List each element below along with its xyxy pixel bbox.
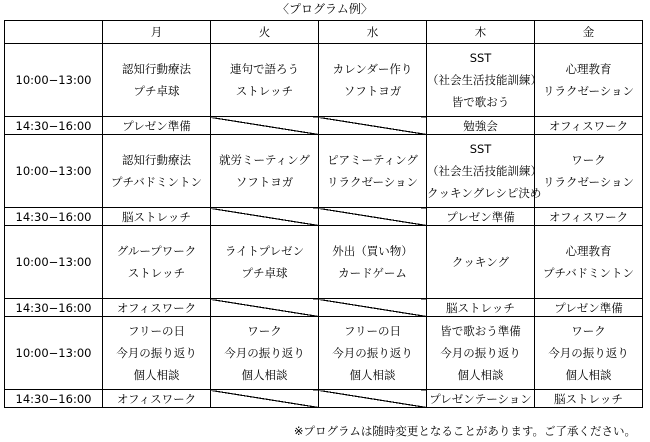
program-item: 認知行動療法 bbox=[122, 62, 191, 76]
schedule-row-morning bbox=[5, 44, 643, 117]
schedule-body bbox=[5, 44, 643, 408]
program-item: 外出（買い物） bbox=[332, 244, 413, 258]
program-cell-fri: プレゼン準備 bbox=[535, 299, 643, 317]
time-cell: 10:00−13:00 bbox=[5, 135, 103, 208]
program-item: 認知行動療法 bbox=[122, 153, 191, 167]
header-day-wed: 水 bbox=[319, 21, 427, 44]
program-cell-mon bbox=[103, 135, 211, 208]
program-item: クッキングレシピ決め bbox=[427, 186, 542, 200]
program-item: （社会生活技能訓練） bbox=[427, 73, 542, 87]
program-item: ストレッチ bbox=[127, 266, 186, 280]
program-item: 今月の振り返り bbox=[224, 346, 305, 360]
program-item: 心理教育 bbox=[565, 244, 612, 258]
program-item: プチバドミントン bbox=[110, 175, 203, 189]
program-item: リラクゼーション bbox=[326, 175, 419, 189]
header-day-thu: 木 bbox=[427, 21, 535, 44]
program-cell-thu: プレゼン準備 bbox=[427, 208, 535, 226]
no-program-cell-tue bbox=[211, 299, 319, 317]
program-cell-thu bbox=[427, 44, 542, 117]
header-row bbox=[5, 21, 643, 44]
program-cell-fri bbox=[535, 135, 643, 208]
schedule-row-afternoon bbox=[5, 390, 643, 408]
schedule-row-morning bbox=[5, 226, 643, 299]
program-cell-mon: 脳ストレッチ bbox=[103, 208, 211, 226]
program-item: クッキング bbox=[451, 255, 510, 269]
schedule-row-afternoon bbox=[5, 117, 643, 135]
time-cell: 14:30−16:00 bbox=[5, 208, 103, 226]
schedule-row-afternoon bbox=[5, 208, 643, 226]
program-item: グループワーク bbox=[116, 244, 197, 258]
program-item: ストレッチ bbox=[235, 84, 294, 98]
time-cell: 10:00−13:00 bbox=[5, 317, 103, 390]
program-item: 個人相談 bbox=[349, 368, 396, 382]
program-item: リラクゼーション bbox=[542, 175, 635, 189]
program-item: 今月の振り返り bbox=[548, 346, 629, 360]
program-item: 心理教育 bbox=[565, 62, 612, 76]
time-cell: 14:30−16:00 bbox=[5, 117, 103, 135]
program-item: ワーク bbox=[247, 324, 282, 338]
program-item: フリーの日 bbox=[343, 324, 402, 338]
schedule-row-afternoon bbox=[5, 299, 643, 317]
program-item: プチ卓球 bbox=[241, 266, 288, 280]
program-item: 今月の振り返り bbox=[332, 346, 413, 360]
program-item: SST bbox=[469, 51, 492, 65]
no-program-cell-wed bbox=[319, 299, 427, 317]
header-day-tue: 火 bbox=[211, 21, 319, 44]
page-title: 〈プログラム例〉 bbox=[277, 2, 373, 16]
program-item: 個人相談 bbox=[565, 368, 612, 382]
time-cell: 14:30−16:00 bbox=[5, 390, 103, 408]
program-item: ソフトヨガ bbox=[235, 175, 294, 189]
no-program-cell-wed bbox=[319, 208, 427, 226]
program-schedule-table bbox=[4, 20, 643, 408]
program-cell-fri bbox=[535, 44, 643, 117]
program-cell-tue bbox=[211, 44, 319, 117]
no-program-cell-wed bbox=[319, 390, 427, 408]
program-item: カードゲーム bbox=[338, 266, 407, 280]
no-program-cell-tue bbox=[211, 208, 319, 226]
program-item: ピアミーティング bbox=[327, 153, 418, 167]
program-cell-fri: オフィスワーク bbox=[535, 117, 643, 135]
no-program-cell-tue bbox=[211, 117, 319, 135]
program-cell-mon bbox=[103, 317, 211, 390]
program-cell-thu bbox=[427, 317, 535, 390]
footnote: ※プログラムは随時変更となることがあります。ご了承ください。 bbox=[293, 424, 636, 438]
header-corner-cell bbox=[5, 21, 103, 44]
program-item: フリーの日 bbox=[127, 324, 186, 338]
time-cell: 14:30−16:00 bbox=[5, 299, 103, 317]
program-item: SST bbox=[469, 142, 492, 156]
program-item: ワーク bbox=[571, 324, 606, 338]
no-program-cell-tue bbox=[211, 390, 319, 408]
program-cell-wed bbox=[319, 44, 427, 117]
program-cell-fri bbox=[535, 226, 643, 299]
time-cell: 10:00−13:00 bbox=[5, 44, 103, 117]
program-item: プチバドミントン bbox=[542, 266, 635, 280]
program-item: 今月の振り返り bbox=[116, 346, 197, 360]
program-item: ワーク bbox=[571, 153, 606, 167]
program-cell-thu: 勉強会 bbox=[427, 117, 535, 135]
schedule-row-morning bbox=[5, 135, 643, 208]
program-cell-thu bbox=[427, 135, 542, 208]
program-item: 就労ミーティング bbox=[219, 153, 310, 167]
program-cell-tue bbox=[211, 226, 319, 299]
program-item: ソフトヨガ bbox=[343, 84, 402, 98]
program-cell-tue bbox=[211, 135, 319, 208]
program-cell-mon: オフィスワーク bbox=[103, 299, 211, 317]
program-item: リラクゼーション bbox=[542, 84, 635, 98]
program-cell-thu: 脳ストレッチ bbox=[427, 299, 535, 317]
program-item: 個人相談 bbox=[457, 368, 504, 382]
program-cell-fri bbox=[535, 317, 643, 390]
header-day-fri: 金 bbox=[535, 21, 643, 44]
program-item: （社会生活技能訓練） bbox=[427, 164, 542, 178]
program-cell-mon bbox=[103, 44, 211, 117]
header-day-mon: 月 bbox=[103, 21, 211, 44]
program-cell-tue bbox=[211, 317, 319, 390]
program-cell-wed bbox=[319, 226, 427, 299]
schedule-row-morning bbox=[5, 317, 643, 390]
time-cell: 10:00−13:00 bbox=[5, 226, 103, 299]
program-cell-thu: プレゼンテーション bbox=[427, 390, 535, 408]
program-cell-fri: オフィスワーク bbox=[535, 208, 643, 226]
program-cell-wed bbox=[319, 135, 427, 208]
program-cell-thu bbox=[427, 226, 535, 299]
program-cell-wed bbox=[319, 317, 427, 390]
program-cell-fri: 脳ストレッチ bbox=[535, 390, 643, 408]
program-item: 皆で歌おう bbox=[451, 95, 510, 109]
program-item: カレンダー作り bbox=[332, 62, 413, 76]
no-program-cell-wed bbox=[319, 117, 427, 135]
program-cell-mon bbox=[103, 226, 211, 299]
program-cell-mon: オフィスワーク bbox=[103, 390, 211, 408]
program-item: 個人相談 bbox=[133, 368, 180, 382]
program-item: 皆で歌おう準備 bbox=[440, 324, 521, 338]
program-item: 個人相談 bbox=[241, 368, 288, 382]
program-cell-mon: プレゼン準備 bbox=[103, 117, 211, 135]
program-item: 今月の振り返り bbox=[440, 346, 521, 360]
program-item: ライトプレゼン bbox=[224, 244, 305, 258]
program-item: プチ卓球 bbox=[133, 84, 180, 98]
program-item: 連句で語ろう bbox=[230, 62, 299, 76]
